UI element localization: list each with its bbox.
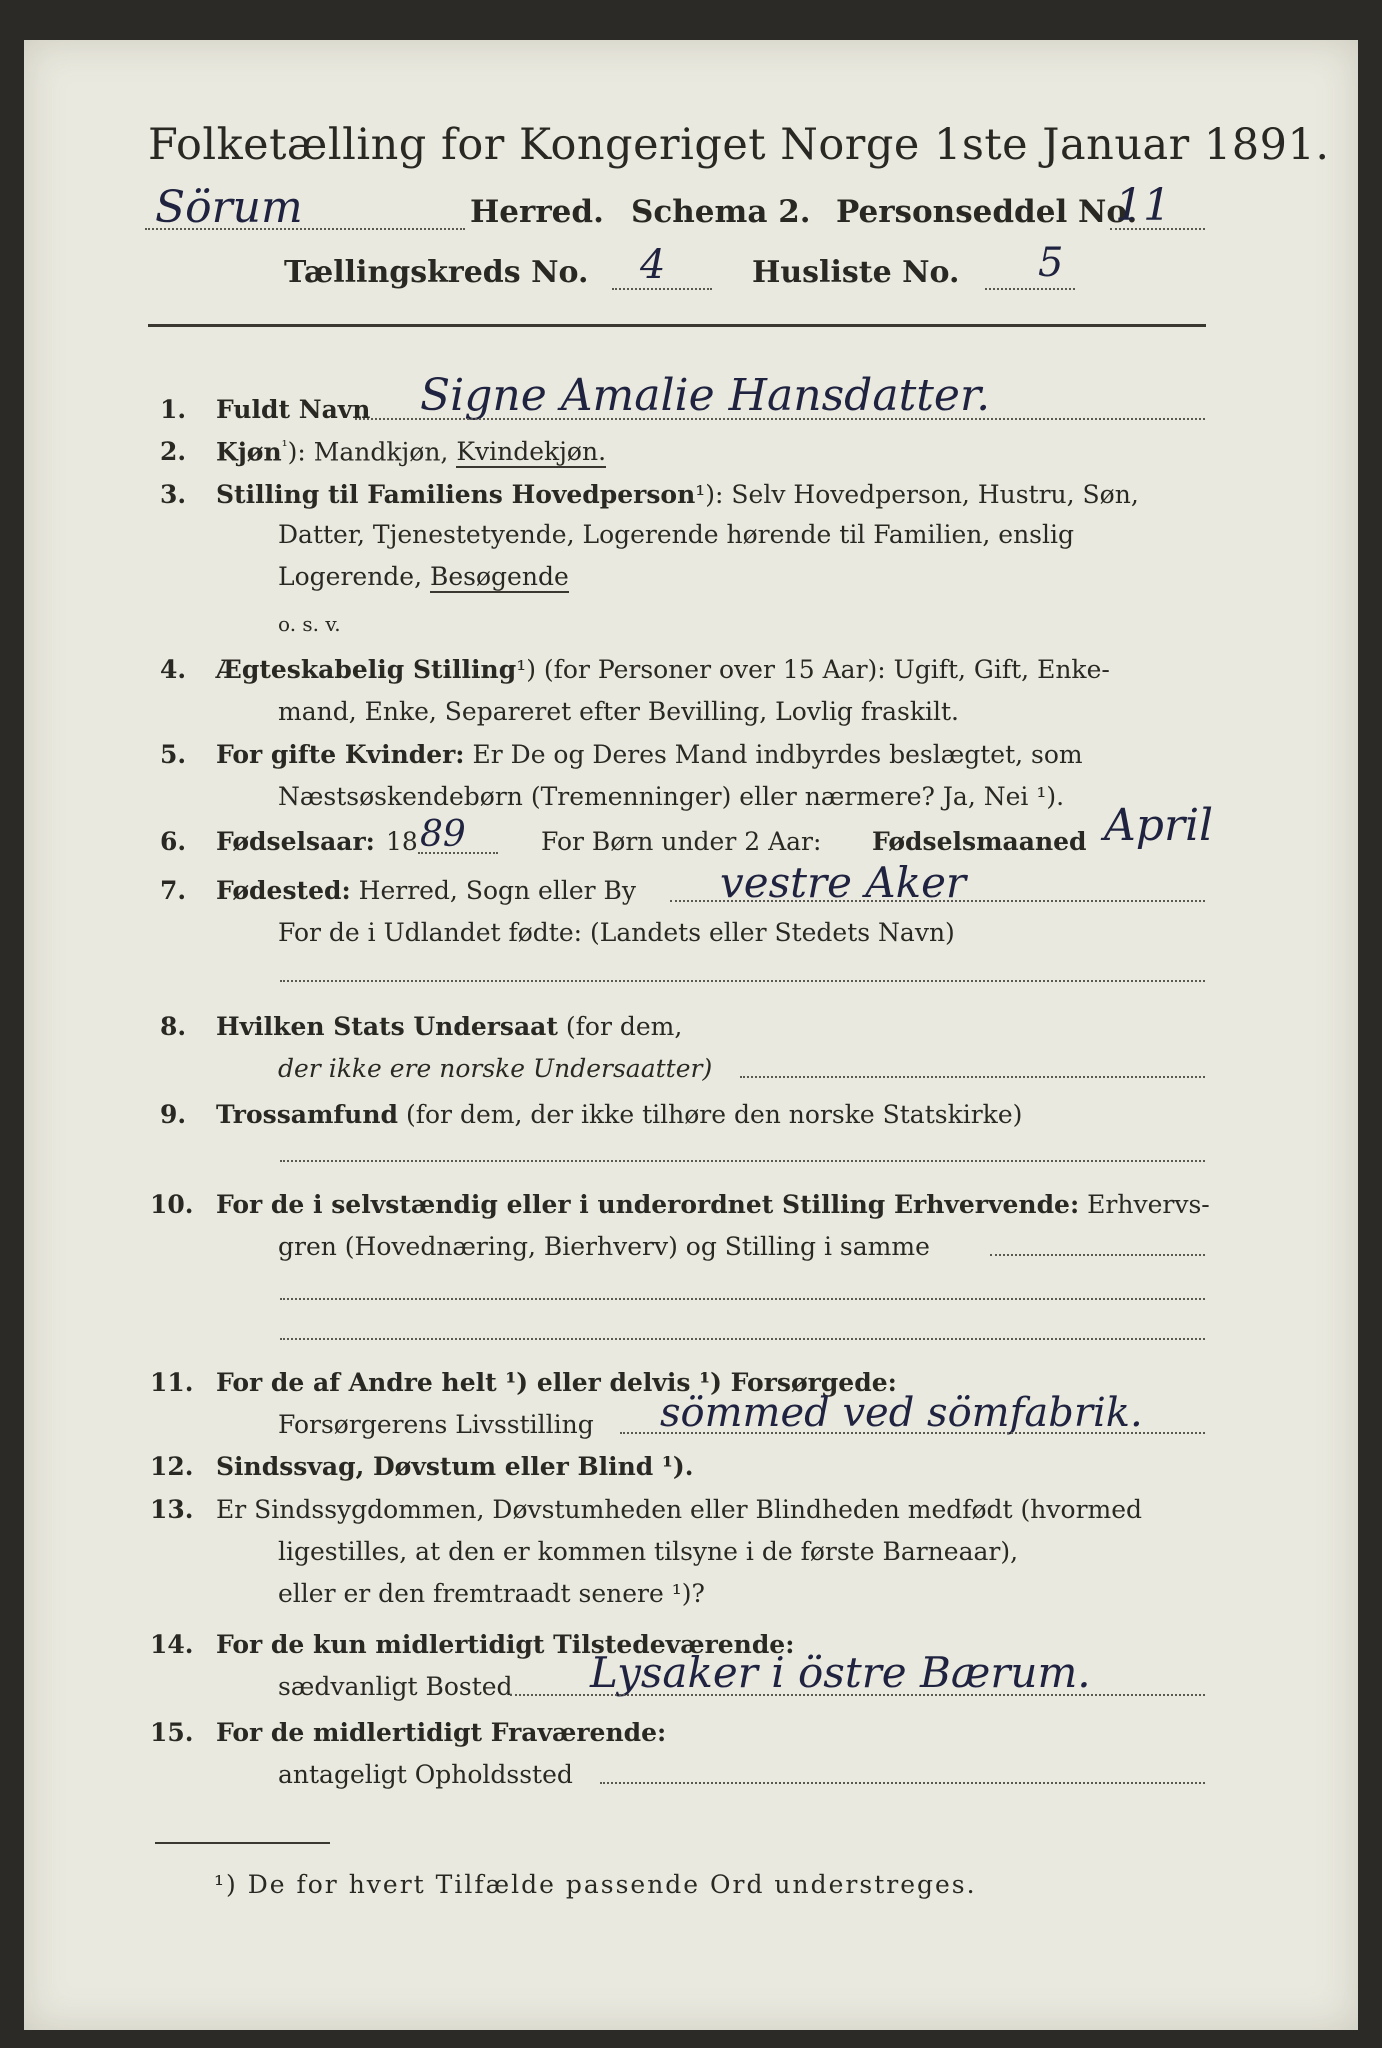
personseddel-label: Personseddel No. [836,194,1138,230]
husliste-value: 5 [1038,240,1064,286]
q6-year-value: 89 [420,814,466,855]
personseddel-dotted-line [1110,228,1205,230]
q1-dotted-line [355,418,1205,420]
q11-dotted-line [620,1432,1205,1434]
q2-number: 2. [160,437,187,466]
q3-line4: o. s. v. [278,612,341,636]
q8-line2: der ikke ere norske Undersaatter) [278,1054,713,1083]
personseddel-value: 11 [1115,180,1171,231]
footnote: ¹) De for hvert Tilfælde passende Ord understreges. [214,1870,977,1899]
q15-dotted-line [600,1782,1205,1784]
q4-label: Ægteskabelig Stilling [216,655,517,684]
footnote-rule [155,1842,330,1844]
q1-label: Fuldt Navn [216,395,371,424]
q9-line1-rest: (for dem, der ikke tilhøre den norske Statskirke) [405,1100,1023,1129]
q13-line1: Er Sindssygdommen, Døvstumheden eller Blindheden medfødt (hvormed [216,1495,1143,1524]
q7-answer: vestre Aker [720,858,967,907]
q3-line3: Logerende, [278,562,430,591]
q4-number: 4. [160,655,187,684]
q5-line1-rest: Er De og Deres Mand indbyrdes beslægtet, som [472,740,1083,769]
header-rule [148,324,1206,327]
q3-line1-rest: ¹): Selv Hovedperson, Hustru, Søn, [695,480,1139,509]
q11-answer: sömmed ved sömfabrik. [660,1390,1143,1436]
q2-text: ): Mandkjøn, [287,437,457,467]
kreds-value: 4 [640,242,666,288]
q10-blank-line-1 [280,1298,1205,1300]
q10-blank-line-2 [280,1338,1205,1340]
herred-value: Sörum [155,182,303,233]
q14-dotted-line [510,1694,1205,1696]
husliste-dotted-line [985,288,1075,290]
q12-number: 12. [150,1452,194,1481]
form-title: Folketælling for Kongeriget Norge 1ste Januar 1891. [148,120,1330,170]
q15-line2: antageligt Opholdssted [278,1760,573,1789]
q6-number: 6. [160,827,187,856]
q14-line2: sædvanligt Bosted [278,1672,513,1701]
herred-label: Herred. [470,194,604,230]
kreds-dotted-line [612,288,712,290]
q14-answer: Lysaker i östre Bærum. [590,1648,1091,1697]
q10-line1-rest: Erhvervs- [1087,1190,1210,1219]
q8-label: Hvilken Stats Undersaat [216,1012,558,1041]
q11-number: 11. [150,1368,194,1397]
q2-footnote-mark: ¹ [281,437,288,455]
q5-number: 5. [160,740,187,769]
q3-line2: Datter, Tjenestetyende, Logerende hørende til Familien, enslig [278,520,1075,549]
q6-year-prefix: 18 [386,827,418,856]
q7-dotted-line [670,900,1205,902]
q7-blank-line [280,980,1205,982]
q6-label: Fødselsaar: [216,827,375,856]
q8-dotted-line [740,1076,1205,1078]
q15-number: 15. [150,1718,194,1747]
q6-month-value: April [1104,800,1214,851]
q1-answer: Signe Amalie Hansdatter. [420,370,991,421]
q13-line3: eller er den fremtraadt senere ¹)? [278,1579,705,1608]
q5-label: For gifte Kvinder: [216,740,465,769]
q10-line2: gren (Hovednæring, Bierhverv) og Stilling i samme [278,1232,930,1261]
q6-label2: Fødselsmaaned [872,827,1087,856]
q3-label: Stilling til Familiens Hovedperson [216,480,696,509]
q8-number: 8. [160,1012,187,1041]
q7-text: Herred, Sogn eller By [358,876,637,905]
husliste-label: Husliste No. [752,255,960,290]
q2-label: Kjøn [216,437,282,467]
q10-label: For de i selvstændig eller i underordnet Stilling Erhvervende: [216,1190,1080,1219]
herred-dotted-line [145,228,465,230]
q10-number: 10. [150,1190,194,1219]
q6-year-dotted-line [418,852,498,854]
q9-number: 9. [160,1100,187,1129]
q7-line2: For de i Udlandet fødte: (Landets eller Stedets Navn) [278,918,955,947]
q8-line1-rest: (for dem, [565,1012,683,1041]
q6-text2: For Børn under 2 Aar: [541,827,822,856]
q9-label: Trossamfund [216,1100,399,1129]
q3-selected-choice: Besøgende [430,562,569,591]
kreds-label: Tællingskreds No. [284,255,589,290]
q13-number: 13. [150,1495,194,1524]
q11-label: For de af Andre helt ¹) eller delvis ¹) Forsørgede: [216,1368,897,1397]
q12-label: Sindssvag, Døvstum eller Blind ¹). [216,1452,694,1481]
q14-label: For de kun midlertidigt Tilstedeværende: [216,1630,795,1659]
q1-number: 1. [160,395,187,424]
q7-number: 7. [160,876,187,905]
q14-number: 14. [150,1630,194,1659]
q15-label: For de midlertidigt Fraværende: [216,1718,667,1747]
q10-dotted-line [990,1254,1205,1256]
q4-line2: mand, Enke, Separeret efter Bevilling, Lovlig fraskilt. [278,697,959,726]
q5-line2: Næstsøskendebørn (Tremenninger) eller nærmere? Ja, Nei ¹). [278,782,1065,811]
q4-line1-rest: ¹) (for Personer over 15 Aar): Ugift, Gift, Enke- [516,655,1110,684]
q9-blank-line [280,1160,1205,1162]
q13-line2: ligestilles, at den er kommen tilsyne i de første Barneaar), [278,1537,1019,1566]
q7-label: Fødested: [216,876,351,905]
q11-line2: Forsørgerens Livsstilling [278,1410,594,1439]
schema-label: Schema 2. [631,194,811,230]
q2-selected-choice: Kvindekjøn. [456,437,607,467]
q3-number: 3. [160,480,187,509]
